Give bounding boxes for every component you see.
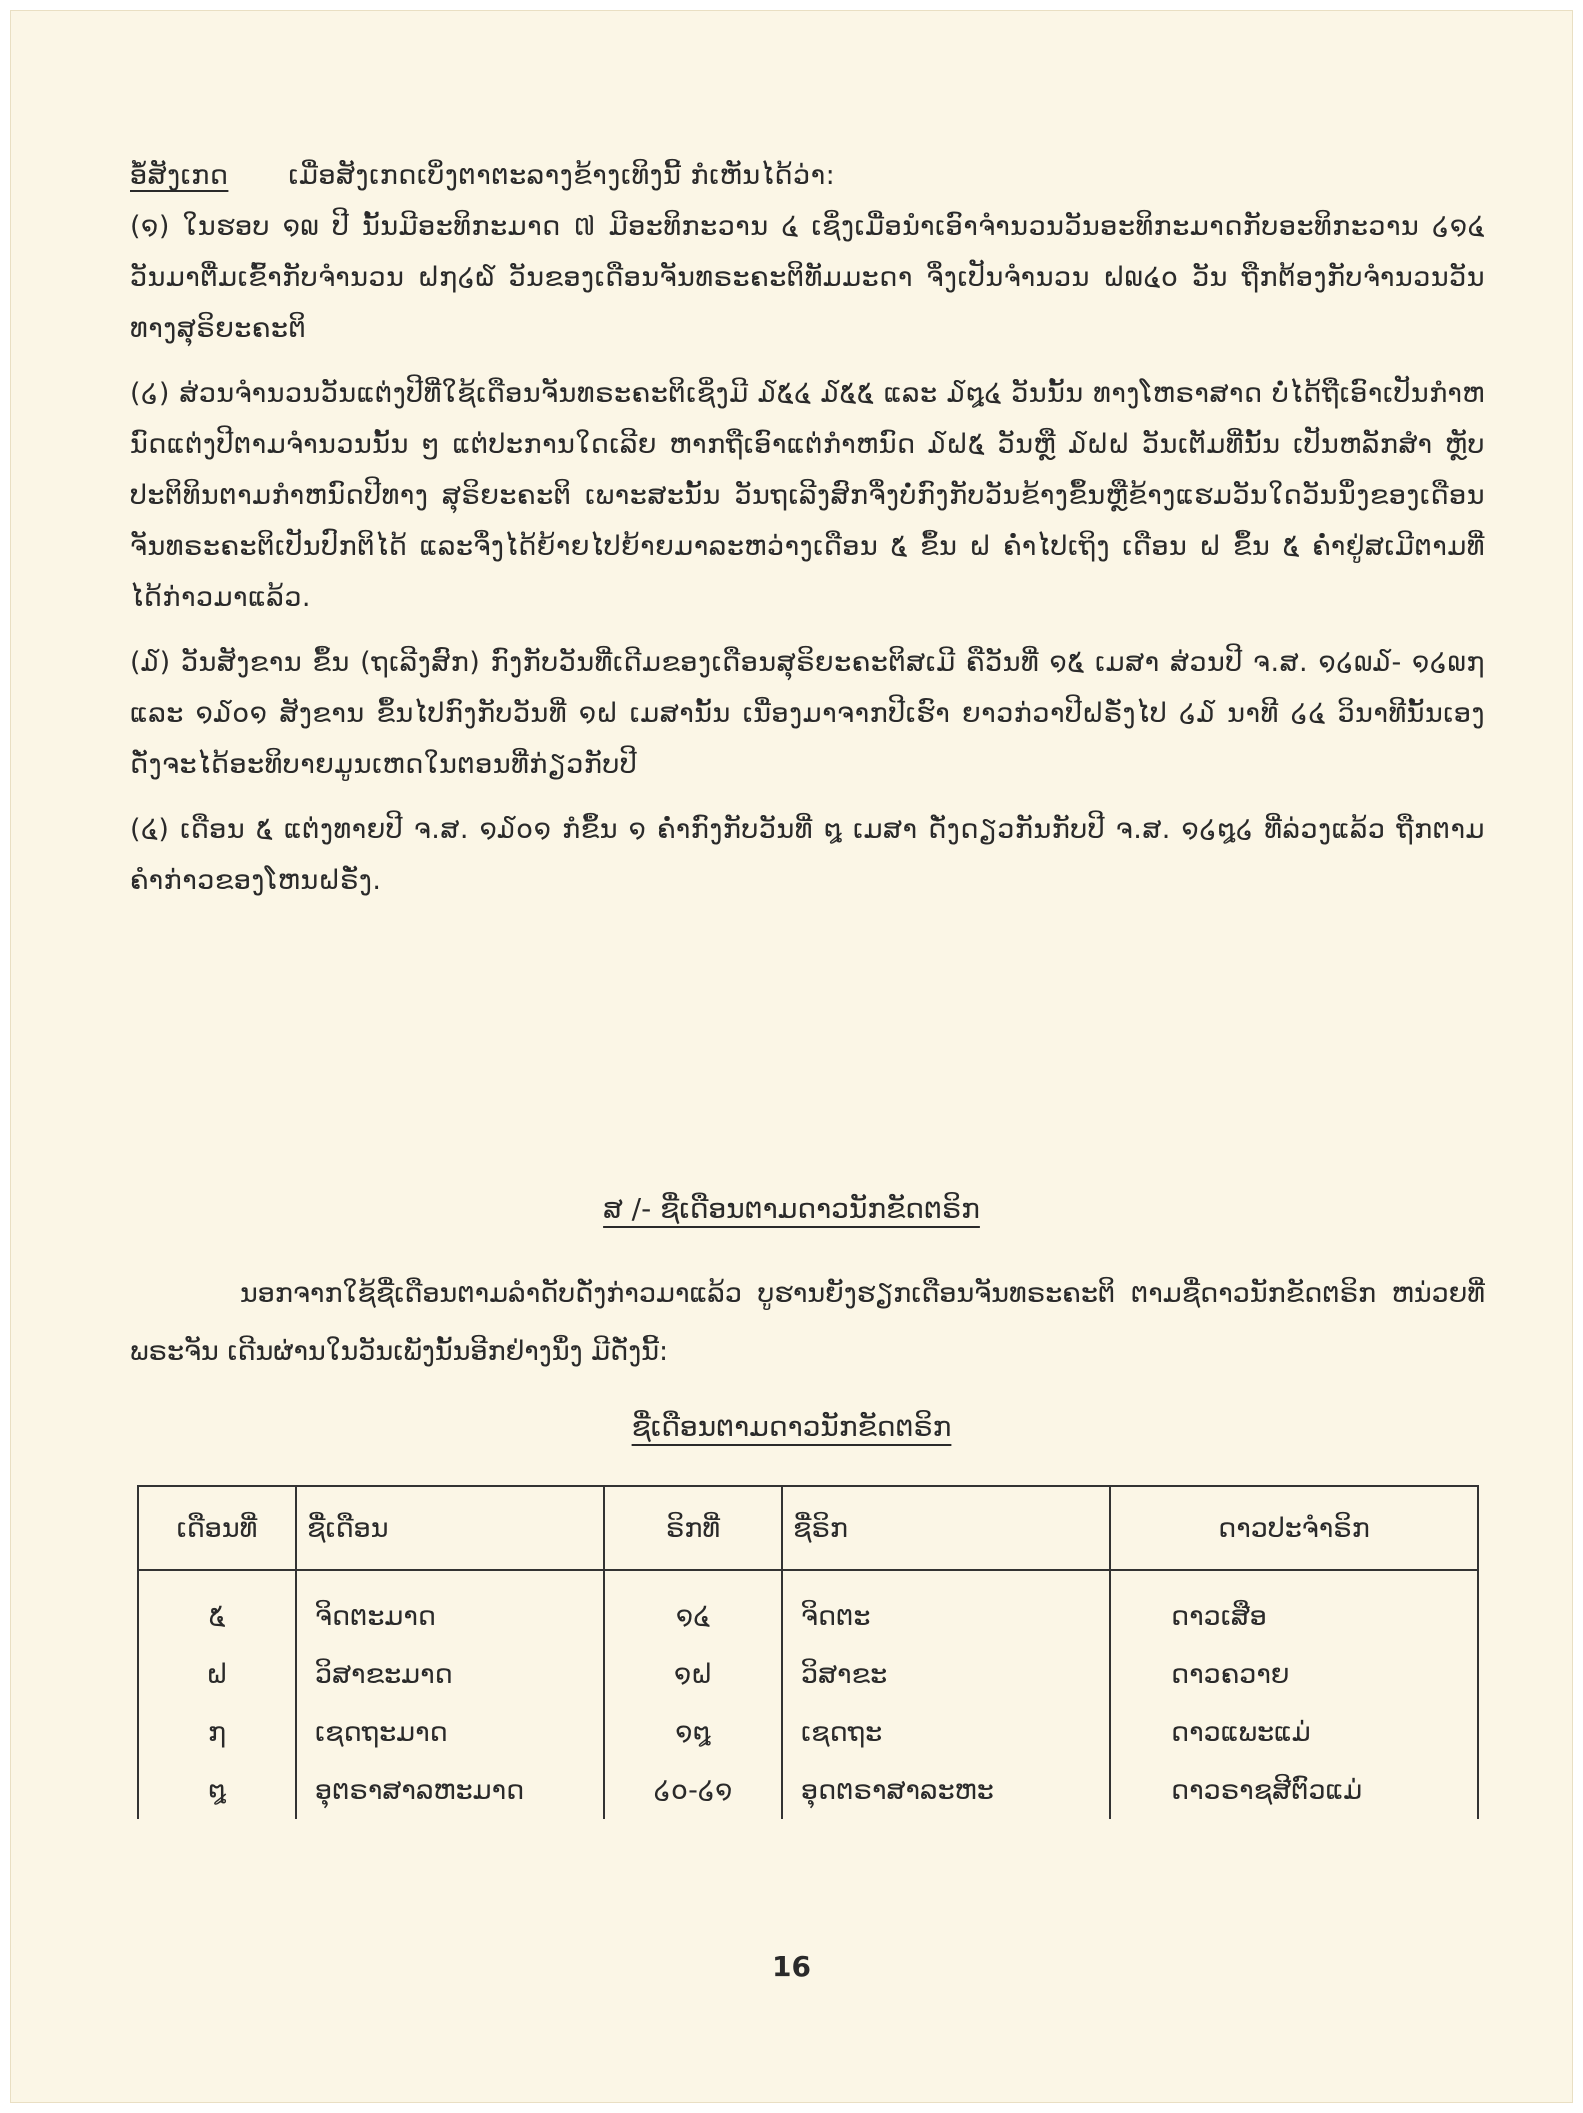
cell-asterism-name: ອຸດຕຣາສາລະຫະ — [782, 1761, 1110, 1819]
cell-asterism-name: ເຊດຖະ — [782, 1703, 1110, 1761]
cell-constellation: ດາວແພະແມ່ — [1110, 1703, 1478, 1761]
cell-asterism-name: ວິສາຂະ — [782, 1645, 1110, 1703]
section-title: ສ /- ຊື່ເດືອນຕາມດາວນັກຂັດຕຣິກ — [603, 1192, 980, 1225]
observation-label: ອໍ້ສັງເກດ — [130, 160, 229, 191]
cell-asterism-name: ຈິດຕະ — [782, 1570, 1110, 1645]
cell-month-name: ຈິດຕະມາດ — [296, 1570, 604, 1645]
page-number: 16 — [772, 1950, 811, 1983]
cell-month-no: ຝ — [138, 1645, 296, 1703]
document-page — [10, 10, 1573, 2103]
cell-asterism-no: ໑໘ — [604, 1703, 782, 1761]
header-constellation: ດາວປະຈຳຣິກ — [1110, 1486, 1478, 1570]
intro-paragraph: ນອກຈາກໃຊ້ຊື່ເດືອນຕາມລຳດັບດັ່ງກ່າວມາແລ້ວ ບູຮານຍັງຮຽກເດືອນຈັນທຣະຄະຕິ ຕາມຊື່ດາວນັກຂັດຕຣິກ ຫນ່ວຍທີ່ພຣະຈັນ ເດີນຜ່ານໃນວັນເພັງນັ້ນອີກຢ່າງນຶ່ງ ມີດັ່ງນີ້: — [130, 1278, 1485, 1367]
cell-month-name: ອຸຕຣາສາລຫະມາດ — [296, 1761, 604, 1819]
paragraph-2: (໒) ສ່ວນຈຳນວນວັນແຕ່ງປີທີ່ໃຊ້ເດືອນຈັນທຣະຄະຕິເຊິ່ງມີ ໓໕໔ ໓໕໕ ແລະ ໓໘໔ ວັນນັ້ນ ທາງໂຫຣາສາດ ບໍ່ໄດ້ຖືເອົາເປັນກຳຫນົດແຕ່ງປີຕາມຈຳນວນນັ້ນ ໆ ແຕ່ປະການໃດເລີຍ ຫາກຖືເອົາແຕ່ກຳຫນົດ ໓ຝ໕ ວັນຫຼື ໓ຝຝ ວັນເຕັມທີ່ນັ້ນ ເປັນຫລັກສຳ ຫຼັບປະຕິທິນຕາມກຳຫນົດປີທາງ ສຸຣິຍະຄະຕິ ເພາະສະນັ້ນ ວັນຖເລີງສົກຈຶ່ງບໍ່ກົງກັບວັນຂ້າງຂຶ້ນຫຼືຂ້າງແຮມວັນໃດວັນນຶ່ງຂອງເດືອນ ຈັນທຣະຄະຕິເປັນປົກຕິໄດ້ ແລະຈຶ່ງໄດ້ຍ້າຍໄປຍ້າຍມາລະຫວ່າງເດືອນ ໕ ຂຶ້ນ ຝ ຄ່ຳໄປເຖິງ ເດືອນ ຝ ຂຶ້ນ ໕ ຄ່ຳຢູ່ສເມີຕາມທີ່ໄດ້ກ່າວມາແລ້ວ. — [130, 378, 1485, 613]
cell-month-no: ໕ — [138, 1570, 296, 1645]
cell-month-name: ວິສາຂະມາດ — [296, 1645, 604, 1703]
cell-constellation: ດາວຄວາຍ — [1110, 1645, 1478, 1703]
paragraph-1: (໑) ໃນຮອບ ໑໙ ປີ ນັ້ນມີອະທິກະມາດ ៧ ມີອະທິກະວານ ໔ ເຊິ່ງເມື່ອນຳເອົາຈຳນວນວັນອະທິກະມາດກັບອະທິກະວານ ໒໑໔ ວັນມາຕື່ມເຂົ້າກັບຈຳນວນ ຝ໗໒໖ ວັນຂອງເດືອນຈັນທຣະຄະຕິທັມມະດາ ຈຶ່ງເປັນຈຳນວນ ຝ໙໔໐ ວັນ ຖືກຕ້ອງກັບຈຳນວນວັນທາງສຸຣິຍະຄະຕິ — [130, 211, 1485, 344]
cell-constellation: ດາວຣາຊສີຕົວແມ່ — [1110, 1761, 1478, 1819]
table-title: ຊື່ເດືອນຕາມດາວນັກຂັດຕຣິກ — [631, 1410, 952, 1443]
header-asterism-no: ຣິກທີ່ — [604, 1486, 782, 1570]
table-header-row — [138, 1486, 1478, 1570]
cell-asterism-no: ໒໐-໒໑ — [604, 1761, 782, 1819]
cell-asterism-no: ໑໔ — [604, 1570, 782, 1645]
header-month-name: ຊື່ເດືອນ — [296, 1486, 604, 1570]
months-table — [137, 1485, 1479, 1819]
table-row — [138, 1761, 1478, 1819]
cell-month-no: ໘ — [138, 1761, 296, 1819]
observation-heading — [130, 150, 1485, 201]
table-row — [138, 1570, 1478, 1645]
paragraph-3: (໓) ວັນສັງຂານ ຂຶ້ນ (ຖເລີງສົກ) ກົງກັບວັນທີ່ເດີມຂອງເດືອນສຸຣິຍະຄະຕິສເມີ ຄືວັນທີ່ ໑໕ ເມສາ ສ່ວນປີ ຈ.ສ. ໑໒໙໓- ໑໒໙໗ ແລະ ໑໓໐໑ ສັງຂານ ຂຶ້ນໄປກົງກັບວັນທີ່ ໑ຝ ເມສານັ້ນ ເນື່ອງມາຈາກປີເຮົາ ຍາວກ່ວາປີຝຣັ່ງໄປ ໒໓ ນາທີ ໒໔ ວິນາທີນັ້ນເອງ ດັ່ງຈະໄດ້ອະທິບາຍມູນເຫດໃນຕອນທີ່ກ່ຽວກັບປີ — [130, 647, 1485, 780]
observations-block — [130, 150, 1485, 906]
header-month-no: ເດືອນທີ່ — [138, 1486, 296, 1570]
cell-month-name: ເຊດຖະມາດ — [296, 1703, 604, 1761]
cell-asterism-no: ໑ຝ — [604, 1645, 782, 1703]
table-row — [138, 1703, 1478, 1761]
table-row — [138, 1645, 1478, 1703]
cell-constellation: ດາວເສືອ — [1110, 1570, 1478, 1645]
cell-month-no: ໗ — [138, 1703, 296, 1761]
observation-intro: ເມື່ອສັງເກດເບິ່ງຕາຕະລາງຂ້າງເທິງນີ້ ກໍເຫັນໄດ້ວ່າ: — [288, 160, 836, 191]
paragraph-4: (໔) ເດືອນ ໕ ແຕ່ງທາຍປີ ຈ.ສ. ໑໓໐໑ ກໍຂຶ້ນ ໑ ຄ່ຳກົງກັບວັນທີ່ ໘ ເມສາ ດັ່ງດຽວກັນກັບປີ ຈ.ສ. ໑໒໘໒ ທີ່ລ່ວງແລ້ວ ຖືກຕາມຄຳກ່າວຂອງໂຫນຝຣັ່ງ. — [130, 814, 1485, 896]
header-asterism-name: ຊື່ຣິກ — [782, 1486, 1110, 1570]
